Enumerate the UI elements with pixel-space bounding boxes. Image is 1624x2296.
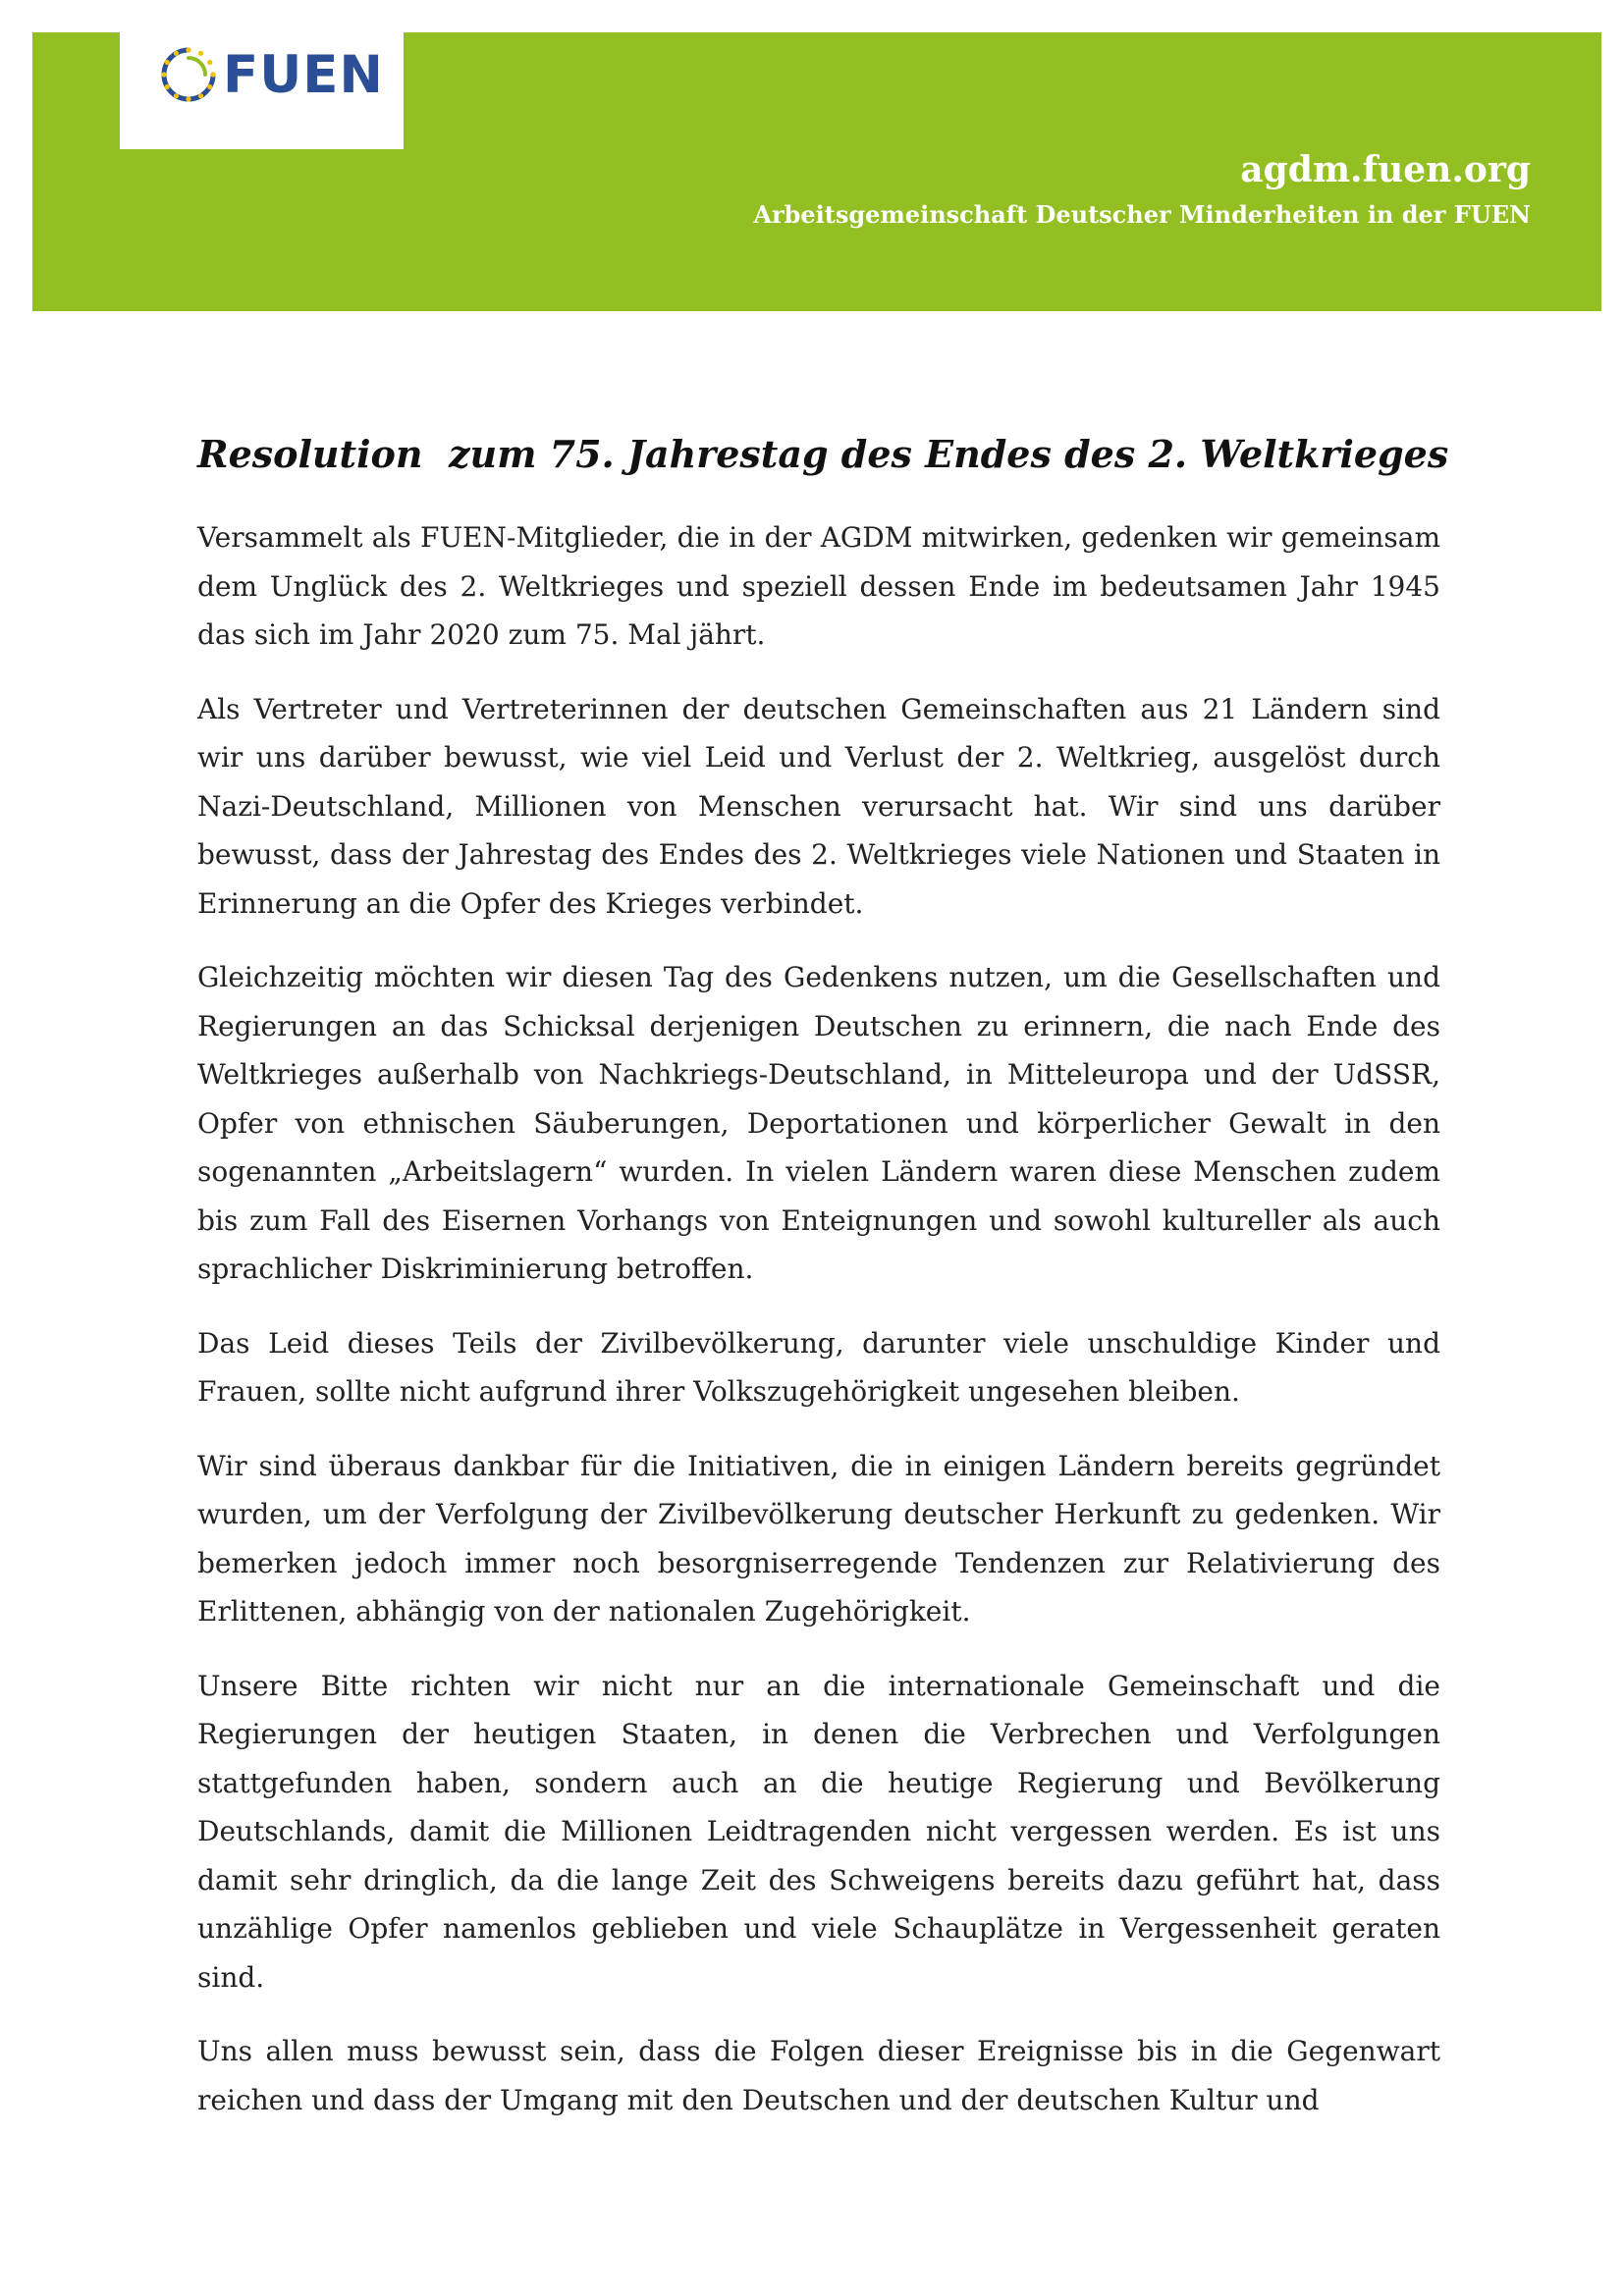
fuen-logo bbox=[120, 32, 404, 149]
paragraph-6: Unsere Bitte richten wir nicht nur an die internationale Gemeinschaft und die Regierungen der heutigen Staaten, in denen die Verbrechen und Verfolgungen stattgefunden haben, sondern auch an die heutige Regierung und Bevölkerung Deutschlands, damit die Millionen Leidtragenden nicht vergessen werden. Es ist uns damit sehr dringlich, da die lange Zeit des Schweigens bereits dazu geführt hat, dass unzählige Opfer namenlos geblieben und viele Schauplätze in Vergessenheit geraten sind. bbox=[197, 1669, 1440, 1994]
paragraph-5: Wir sind überaus dankbar für die Initiativen, die in einigen Ländern bereits gegründet wurden, um der Verfolgung der Zivilbevölkerung deutscher Herkunft zu gedenken. Wir bemerken jedoch immer noch besorgniserregende Tendenzen zur Relativierung des Erlittenen, abhängig von der nationalen Zugehörigkeit. bbox=[197, 1449, 1440, 1628]
site-url: agdm.fuen.org bbox=[1240, 149, 1531, 190]
header-banner bbox=[32, 32, 1601, 311]
paragraph-3: Gleichzeitig möchten wir diesen Tag des Gedenkens nutzen, um die Gesellschaften und Regierungen an das Schicksal derjenigen Deutschen zu erinnern, die nach Ende des Weltkrieges außerhalb von Nachkriegs-Deutschland, in Mitteleuropa und der UdSSR, Opfer von ethnischen Säuberungen, Deportationen und körperlicher Gewalt in den sogenannten „Arbeitslagern“ wurden. In vielen Ländern waren diese Menschen zudem bis zum Fall des Eisernen Vorhangs von Enteignungen und sowohl kultureller als auch sprachlicher Diskriminierung betroffen. bbox=[197, 961, 1440, 1285]
paragraph-4: Das Leid dieses Teils der Zivilbevölkerung, darunter viele unschuldige Kinder und Frauen, sollte nicht aufgrund ihrer Volkszugehörigkeit ungesehen bleiben. bbox=[197, 1326, 1440, 1408]
site-subtitle: Arbeitsgemeinschaft Deutscher Minderheiten in der FUEN bbox=[753, 200, 1531, 229]
logo-wordmark: FUEN bbox=[223, 45, 384, 105]
paragraph-2: Als Vertreter und Vertreterinnen der deutschen Gemeinschaften aus 21 Ländern sind wir uns darüber bewusst, wie viel Leid und Verlust der 2. Weltkrieg, ausgelöst durch Nazi-Deutschland, Millionen von Menschen verursacht hat. Wir sind uns darüber bewusst, dass der Jahrestag des Endes des 2. Weltkrieges viele Nationen und Staaten in Erinnerung an die Opfer des Krieges verbindet. bbox=[197, 692, 1440, 920]
document-title: Resolution zum 75. Jahrestag des Endes des 2. Weltkrieges bbox=[197, 432, 1449, 476]
fuen-star-ring-icon bbox=[158, 44, 219, 105]
paragraph-1: Versammelt als FUEN-Mitglieder, die in der AGDM mitwirken, gedenken wir gemeinsam dem Unglück des 2. Weltkrieges und speziell dessen Ende im bedeutsamen Jahr 1945 das sich im Jahr 2020 zum 75. Mal jährt. bbox=[197, 521, 1440, 651]
paragraph-7: Uns allen muss bewusst sein, dass die Folgen dieser Ereignisse bis in die Gegenwart reichen und dass der Umgang mit den Deutschen und der deutschen Kultur und bbox=[197, 2035, 1440, 2116]
document-body bbox=[197, 429, 1449, 2150]
